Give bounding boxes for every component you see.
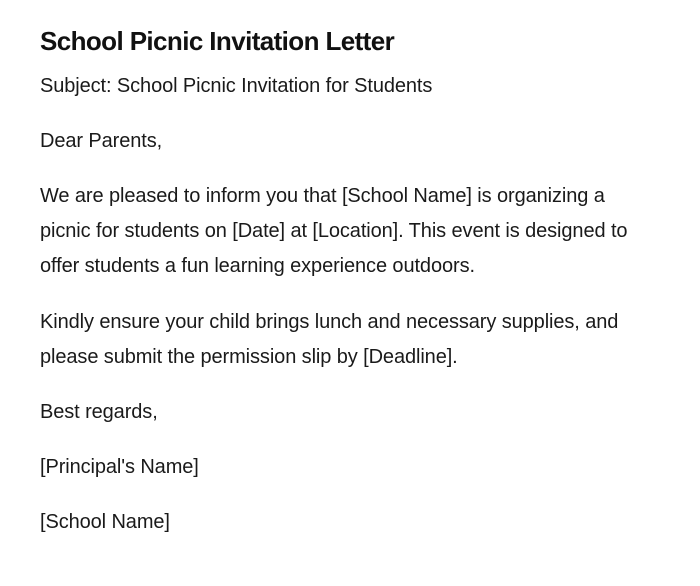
letter-subject: Subject: School Picnic Invitation for Students <box>40 75 433 97</box>
signature-principal-name: [Principal's Name] <box>40 456 199 478</box>
letter-salutation: Dear Parents, <box>40 130 163 152</box>
letter-body-paragraph-1: We are pleased to inform you that [School Name] is organizing a picnic for students on [Date] at [Location]. This event is designed to offer students a fun learning experience outdoors. <box>40 185 628 277</box>
letter-title: School Picnic Invitation Letter <box>40 26 395 56</box>
letter-closing: Best regards, <box>40 401 158 423</box>
signature-school-name: [School Name] <box>40 511 170 533</box>
letter-body-paragraph-2: Kindly ensure your child brings lunch and necessary supplies, and please submit the permission slip by [Deadline]. <box>40 311 619 368</box>
